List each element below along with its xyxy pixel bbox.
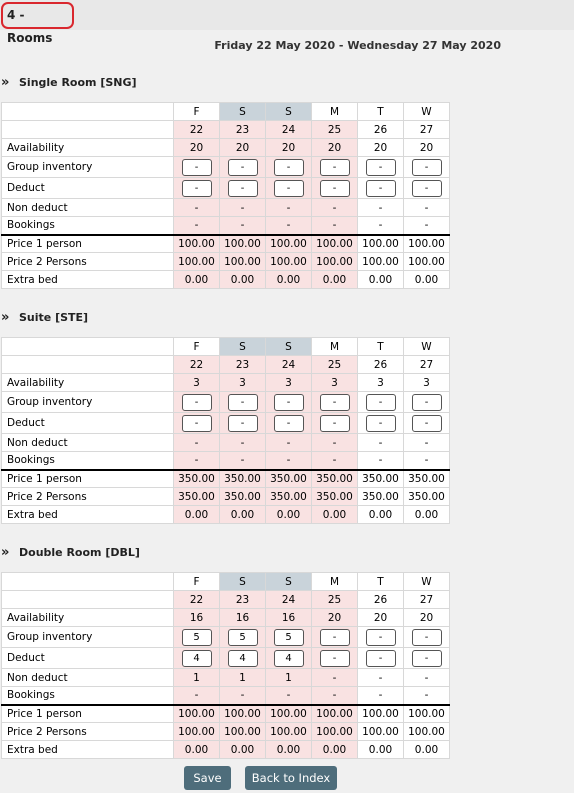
price-2-persons-row	[2, 488, 450, 506]
grid-cell	[266, 157, 312, 178]
grid-cell: -	[266, 687, 312, 705]
grid-cell: 20	[312, 139, 358, 157]
grid-cell: -	[312, 669, 358, 687]
grid-cell: 0.00	[404, 741, 450, 759]
grid-cell	[174, 178, 220, 199]
grid-cell	[266, 178, 312, 199]
grid-cell: 350.00	[358, 488, 404, 506]
day-letter: T	[358, 338, 404, 356]
grid-cell: 350.00	[174, 488, 220, 506]
row-label: Price 1 person	[2, 705, 174, 723]
grid-cell: 100.00	[220, 253, 266, 271]
row-label: Availability	[2, 139, 174, 157]
day-number: 23	[220, 121, 266, 139]
day-number-row	[2, 121, 450, 139]
day-number: 24	[266, 121, 312, 139]
day-letter: T	[358, 573, 404, 591]
grid-cell: -	[266, 199, 312, 217]
grid-cell: 1	[220, 669, 266, 687]
grid-cell: -	[404, 217, 450, 235]
grid-cell: -	[220, 687, 266, 705]
grid-cell: 0.00	[404, 506, 450, 524]
row-label	[2, 573, 174, 591]
grid-cell: 100.00	[312, 235, 358, 253]
deduct-row	[2, 648, 450, 669]
availability-row	[2, 374, 450, 392]
grid-cell	[358, 178, 404, 199]
grid-cell: 16	[266, 609, 312, 627]
grid-cell: 350.00	[266, 470, 312, 488]
grid-cell: -	[358, 687, 404, 705]
group-inventory-input[interactable]: -	[228, 394, 258, 411]
row-label: Bookings	[2, 687, 174, 705]
deduct-row	[2, 178, 450, 199]
day-number: 27	[404, 356, 450, 374]
day-letter: S	[220, 103, 266, 121]
grid-cell: 350.00	[266, 488, 312, 506]
deduct-input[interactable]: -	[182, 180, 212, 197]
grid-cell: 1	[266, 669, 312, 687]
grid-cell: 100.00	[174, 723, 220, 741]
grid-cell	[220, 648, 266, 669]
day-letter: M	[312, 573, 358, 591]
grid-cell	[220, 178, 266, 199]
grid-cell: 0.00	[266, 506, 312, 524]
availability-row	[2, 609, 450, 627]
grid-cell	[174, 157, 220, 178]
row-label: Availability	[2, 374, 174, 392]
group-inventory-input[interactable]: -	[366, 394, 396, 411]
row-label: Price 1 person	[2, 470, 174, 488]
day-letter: M	[312, 103, 358, 121]
deduct-input[interactable]: -	[412, 650, 442, 667]
row-label: Deduct	[2, 648, 174, 669]
grid-cell: 0.00	[220, 271, 266, 289]
group-inventory-input[interactable]: -	[228, 159, 258, 176]
grid-cell: 0.00	[404, 271, 450, 289]
grid-cell	[312, 157, 358, 178]
grid-cell: 20	[404, 609, 450, 627]
row-label: Group inventory	[2, 157, 174, 178]
grid-cell: 350.00	[312, 488, 358, 506]
day-number: 23	[220, 591, 266, 609]
grid-cell: -	[404, 687, 450, 705]
availability-row	[2, 139, 450, 157]
deduct-input[interactable]: -	[366, 415, 396, 432]
row-label: Extra bed	[2, 741, 174, 759]
day-letter: S	[220, 573, 266, 591]
day-number: 24	[266, 591, 312, 609]
row-label: Price 2 Persons	[2, 723, 174, 741]
grid-cell: 350.00	[220, 470, 266, 488]
grid-cell: -	[266, 217, 312, 235]
grid-cell	[220, 392, 266, 413]
double-chevron-right-icon: »	[1, 309, 8, 325]
day-letter: F	[174, 573, 220, 591]
row-label: Deduct	[2, 178, 174, 199]
row-label: Bookings	[2, 452, 174, 470]
grid-cell: 0.00	[174, 506, 220, 524]
grid-cell	[404, 157, 450, 178]
grid-cell: 100.00	[404, 253, 450, 271]
grid-cell: 100.00	[312, 705, 358, 723]
grid-cell: 100.00	[404, 723, 450, 741]
grid-cell: 100.00	[358, 253, 404, 271]
grid-cell: -	[358, 669, 404, 687]
grid-cell	[358, 413, 404, 434]
date-range: Friday 22 May 2020 - Wednesday 27 May 2020	[214, 39, 501, 52]
grid-cell: 0.00	[174, 271, 220, 289]
grid-cell	[220, 157, 266, 178]
group-inventory-input[interactable]: 5	[228, 629, 258, 646]
day-letter: M	[312, 338, 358, 356]
grid-cell: 20	[266, 139, 312, 157]
grid-cell: -	[358, 452, 404, 470]
grid-cell: 20	[220, 139, 266, 157]
save-button[interactable]: Save	[184, 766, 231, 790]
grid-cell: 0.00	[358, 741, 404, 759]
day-number: 24	[266, 356, 312, 374]
room-grid-table	[1, 102, 450, 289]
grid-cell	[312, 648, 358, 669]
day-number: 22	[174, 121, 220, 139]
day-number: 23	[220, 356, 266, 374]
grid-cell	[220, 413, 266, 434]
grid-cell: -	[312, 687, 358, 705]
deduct-input[interactable]: -	[274, 180, 304, 197]
day-letter: F	[174, 103, 220, 121]
grid-cell: 3	[266, 374, 312, 392]
grid-cell	[312, 413, 358, 434]
grid-cell: -	[174, 199, 220, 217]
room-section-title	[0, 309, 88, 325]
grid-cell: 350.00	[220, 488, 266, 506]
room-title: Double Room [DBL]	[19, 545, 140, 559]
day-number: 25	[312, 356, 358, 374]
grid-cell: 20	[358, 139, 404, 157]
grid-cell: 100.00	[174, 705, 220, 723]
grid-cell: 16	[220, 609, 266, 627]
grid-cell: -	[312, 452, 358, 470]
deduct-input[interactable]: -	[320, 650, 350, 667]
grid-cell	[358, 392, 404, 413]
deduct-input[interactable]: -	[366, 650, 396, 667]
day-letter: W	[404, 338, 450, 356]
grid-cell	[404, 178, 450, 199]
grid-cell: 350.00	[404, 470, 450, 488]
room-title: Suite [STE]	[19, 310, 89, 324]
grid-cell: -	[174, 452, 220, 470]
deduct-input[interactable]: -	[228, 415, 258, 432]
day-letter: W	[404, 573, 450, 591]
grid-cell: 20	[358, 609, 404, 627]
extra-bed-row	[2, 271, 450, 289]
price-2-persons-row	[2, 723, 450, 741]
grid-cell: 100.00	[266, 705, 312, 723]
grid-cell	[404, 392, 450, 413]
group-inventory-input[interactable]: -	[412, 159, 442, 176]
deduct-input[interactable]: -	[412, 180, 442, 197]
grid-cell: 100.00	[220, 235, 266, 253]
row-label	[2, 121, 174, 139]
grid-cell: 100.00	[358, 235, 404, 253]
grid-cell: -	[266, 452, 312, 470]
grid-cell	[312, 178, 358, 199]
grid-cell	[266, 648, 312, 669]
group-inventory-input[interactable]: -	[274, 159, 304, 176]
grid-cell	[358, 157, 404, 178]
grid-cell: 100.00	[312, 723, 358, 741]
price-1-person-row	[2, 705, 450, 723]
grid-cell	[266, 627, 312, 648]
group-inventory-input[interactable]: -	[366, 629, 396, 646]
group-inventory-input[interactable]: -	[320, 629, 350, 646]
group-inventory-input[interactable]: -	[320, 159, 350, 176]
grid-cell	[266, 413, 312, 434]
grid-cell	[404, 648, 450, 669]
row-label: Price 2 Persons	[2, 253, 174, 271]
grid-cell: -	[312, 434, 358, 452]
grid-cell: -	[312, 199, 358, 217]
grid-cell: 100.00	[174, 235, 220, 253]
grid-cell: 0.00	[358, 506, 404, 524]
grid-cell: 0.00	[358, 271, 404, 289]
deduct-input[interactable]: -	[412, 415, 442, 432]
grid-cell	[358, 627, 404, 648]
day-letter-row	[2, 103, 450, 121]
row-label: Group inventory	[2, 392, 174, 413]
grid-cell: 100.00	[358, 723, 404, 741]
day-letter-row	[2, 338, 450, 356]
top-bar	[0, 0, 574, 30]
grid-cell: 3	[174, 374, 220, 392]
row-label: Non deduct	[2, 434, 174, 452]
group-inventory-input[interactable]: 5	[274, 629, 304, 646]
grid-cell: 350.00	[312, 470, 358, 488]
grid-cell: -	[312, 217, 358, 235]
bookings-row	[2, 687, 450, 705]
double-chevron-right-icon: »	[1, 544, 8, 560]
day-number: 27	[404, 121, 450, 139]
grid-cell: 100.00	[404, 705, 450, 723]
group-inventory-input[interactable]: -	[182, 394, 212, 411]
row-label: Bookings	[2, 217, 174, 235]
grid-cell	[174, 648, 220, 669]
grid-cell: 100.00	[312, 253, 358, 271]
grid-cell: -	[220, 434, 266, 452]
day-letter: T	[358, 103, 404, 121]
deduct-input[interactable]: -	[228, 180, 258, 197]
grid-cell: -	[404, 452, 450, 470]
deduct-input[interactable]: -	[320, 415, 350, 432]
row-label: Group inventory	[2, 627, 174, 648]
row-label: Availability	[2, 609, 174, 627]
day-number: 22	[174, 356, 220, 374]
deduct-input[interactable]: 4	[228, 650, 258, 667]
grid-cell: -	[358, 434, 404, 452]
day-letter: F	[174, 338, 220, 356]
day-number: 22	[174, 591, 220, 609]
grid-cell: 100.00	[266, 253, 312, 271]
grid-cell: -	[174, 217, 220, 235]
bookings-row	[2, 452, 450, 470]
grid-cell: 3	[220, 374, 266, 392]
grid-cell: 0.00	[220, 741, 266, 759]
room-section-title	[0, 74, 137, 90]
group-inventory-input[interactable]: -	[366, 159, 396, 176]
grid-cell: -	[174, 434, 220, 452]
grid-cell	[312, 627, 358, 648]
grid-cell: 350.00	[174, 470, 220, 488]
back-to-index-button[interactable]: Back to Index	[245, 766, 337, 790]
row-label: Extra bed	[2, 271, 174, 289]
grid-cell	[220, 627, 266, 648]
row-label: Deduct	[2, 413, 174, 434]
double-chevron-right-icon: »	[1, 74, 8, 90]
room-section-title	[0, 544, 140, 560]
room-title: Single Room [SNG]	[19, 75, 137, 89]
deduct-input[interactable]: -	[366, 180, 396, 197]
grid-cell: 16	[174, 609, 220, 627]
grid-cell: 350.00	[404, 488, 450, 506]
group-inventory-input[interactable]: -	[320, 394, 350, 411]
row-label	[2, 338, 174, 356]
grid-cell: 20	[312, 609, 358, 627]
grid-cell: 20	[404, 139, 450, 157]
grid-cell: 0.00	[266, 741, 312, 759]
grid-cell	[174, 413, 220, 434]
price-1-person-row	[2, 235, 450, 253]
deduct-row	[2, 413, 450, 434]
grid-cell: -	[220, 452, 266, 470]
row-label: Non deduct	[2, 199, 174, 217]
bookings-row	[2, 217, 450, 235]
price-2-persons-row	[2, 253, 450, 271]
grid-cell	[404, 627, 450, 648]
day-number: 25	[312, 121, 358, 139]
group-inventory-input[interactable]: -	[412, 629, 442, 646]
row-label	[2, 591, 174, 609]
row-label: Non deduct	[2, 669, 174, 687]
grid-cell: 3	[358, 374, 404, 392]
day-number-row	[2, 591, 450, 609]
grid-cell: 0.00	[312, 271, 358, 289]
day-number-row	[2, 356, 450, 374]
room-grid-table	[1, 572, 450, 759]
grid-cell: 100.00	[266, 723, 312, 741]
grid-cell: 100.00	[404, 235, 450, 253]
day-letter: S	[266, 103, 312, 121]
grid-cell: 350.00	[358, 470, 404, 488]
grid-cell: 0.00	[220, 506, 266, 524]
day-number: 26	[358, 121, 404, 139]
grid-cell: 100.00	[220, 723, 266, 741]
group-inventory-input[interactable]: -	[274, 394, 304, 411]
non-deduct-row	[2, 434, 450, 452]
day-letter: S	[220, 338, 266, 356]
grid-cell: 0.00	[312, 741, 358, 759]
row-label: Price 2 Persons	[2, 488, 174, 506]
deduct-input[interactable]: -	[274, 415, 304, 432]
grid-cell: -	[358, 199, 404, 217]
deduct-input[interactable]: -	[182, 415, 212, 432]
day-number: 27	[404, 591, 450, 609]
grid-cell	[404, 413, 450, 434]
day-number: 26	[358, 356, 404, 374]
grid-cell: 3	[404, 374, 450, 392]
row-label: Extra bed	[2, 506, 174, 524]
grid-cell: -	[358, 217, 404, 235]
grid-cell: 20	[174, 139, 220, 157]
group-inventory-row	[2, 627, 450, 648]
day-number: 25	[312, 591, 358, 609]
grid-cell	[312, 392, 358, 413]
grid-cell	[174, 392, 220, 413]
row-label: Price 1 person	[2, 235, 174, 253]
day-letter-row	[2, 573, 450, 591]
grid-cell: -	[404, 199, 450, 217]
grid-cell: 0.00	[266, 271, 312, 289]
grid-cell: -	[404, 434, 450, 452]
extra-bed-row	[2, 741, 450, 759]
deduct-input[interactable]: -	[320, 180, 350, 197]
grid-cell: 1	[174, 669, 220, 687]
group-inventory-input[interactable]: -	[412, 394, 442, 411]
day-letter: S	[266, 573, 312, 591]
grid-cell	[358, 648, 404, 669]
group-inventory-input[interactable]: 5	[182, 629, 212, 646]
price-1-person-row	[2, 470, 450, 488]
grid-cell	[174, 627, 220, 648]
group-inventory-row	[2, 157, 450, 178]
grid-cell: -	[174, 687, 220, 705]
grid-cell	[266, 392, 312, 413]
grid-cell: 0.00	[312, 506, 358, 524]
day-letter: W	[404, 103, 450, 121]
extra-bed-row	[2, 506, 450, 524]
room-grid-table	[1, 337, 450, 524]
grid-cell: -	[404, 669, 450, 687]
deduct-input[interactable]: 4	[182, 650, 212, 667]
row-label	[2, 103, 174, 121]
grid-cell: -	[266, 434, 312, 452]
non-deduct-row	[2, 199, 450, 217]
group-inventory-row	[2, 392, 450, 413]
grid-cell: 100.00	[220, 705, 266, 723]
grid-cell: 3	[312, 374, 358, 392]
grid-cell: 100.00	[358, 705, 404, 723]
row-label	[2, 356, 174, 374]
breadcrumb[interactable]: 4 - Rooms	[1, 2, 74, 29]
grid-cell: 100.00	[266, 235, 312, 253]
group-inventory-input[interactable]: -	[182, 159, 212, 176]
grid-cell: -	[220, 199, 266, 217]
grid-cell: 0.00	[174, 741, 220, 759]
non-deduct-row	[2, 669, 450, 687]
deduct-input[interactable]: 4	[274, 650, 304, 667]
grid-cell: -	[220, 217, 266, 235]
day-letter: S	[266, 338, 312, 356]
day-number: 26	[358, 591, 404, 609]
grid-cell: 100.00	[174, 253, 220, 271]
